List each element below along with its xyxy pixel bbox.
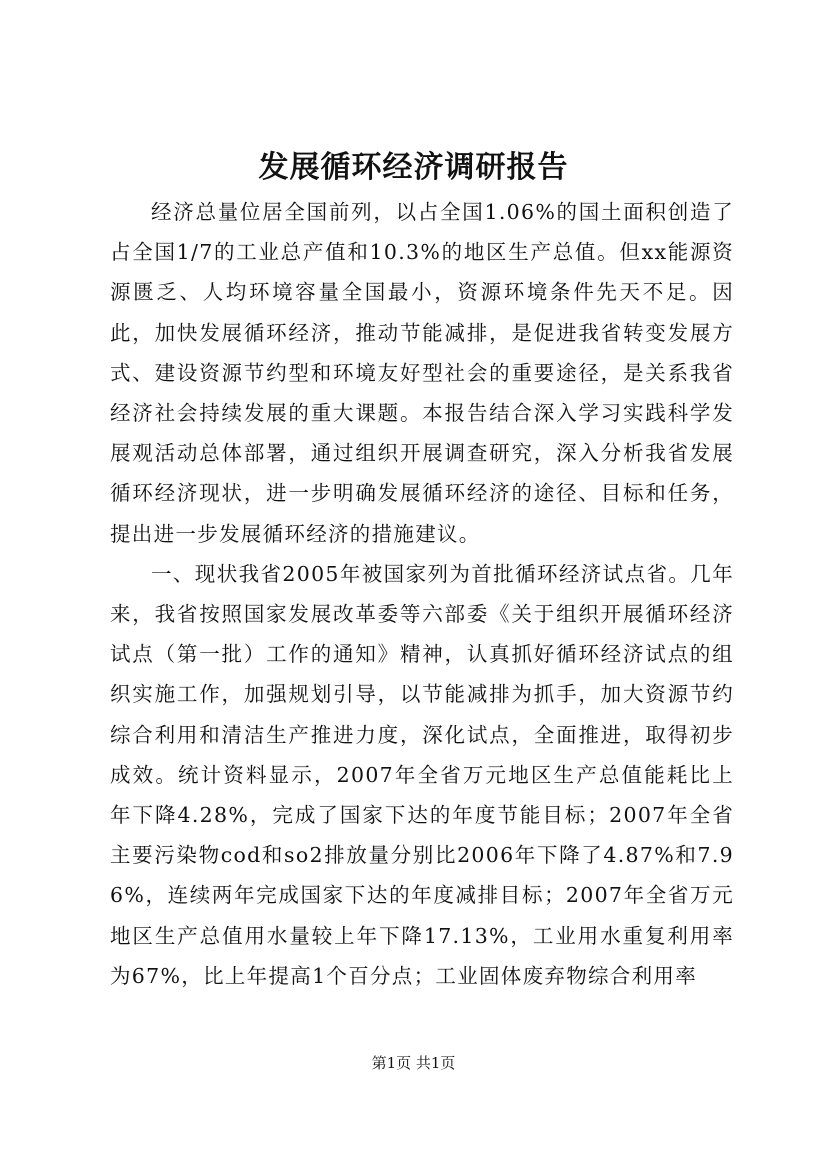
document-title: 发展循环经济调研报告 — [258, 150, 569, 185]
document-body — [110, 192, 734, 996]
page-number-footer: 第1页 共1页 — [371, 1054, 456, 1072]
paragraph-status: 一、现状我省2005年被国家列为首批循环经济试点省。几年来，我省按照国家发展改革委等六部委《关于组织开展循环经济试点（第一批）工作的通知》精神，认真抓好循环经济试点的组织实施工作，加强规划引导，以节能减排为抓手，加大资源节约综合利用和清洁生产推进力度，深化试点，全面推进，取得初步成效。统计资料显示，2007年全省万元地区生产总值能耗比上年下降4.28%，完成了国家下达的年度节能目标；2007年全省主要污染物cod和so2排放量分别比2006年下降了4.87%和7.96%，连续两年完成国家下达的年度减排目标；2007年全省万元地区生产总值用水量较上年下降17.13%，工业用水重复利用率为67%，比上年提高1个百分点；工业固体废弃物综合利用率 — [110, 561, 734, 988]
paragraph-intro: 经济总量位居全国前列，以占全国1.06%的国土面积创造了占全国1/7的工业总产值和10.3%的地区生产总值。但xx能源资源匮乏、人均环境容量全国最小，资源环境条件先天不足。因此，加快发展循环经济，推动节能减排，是促进我省转变发展方式、建设资源节约型和环境友好型社会的重要途径，是关系我省经济社会持续发展的重大课题。本报告结合深入学习实践科学发展观活动总体部署，通过组织开展调查研究，深入分析我省发展循环经济现状，进一步明确发展循环经济的途径、目标和任务，提出进一步发展循环经济的措施建议。 — [110, 200, 734, 546]
